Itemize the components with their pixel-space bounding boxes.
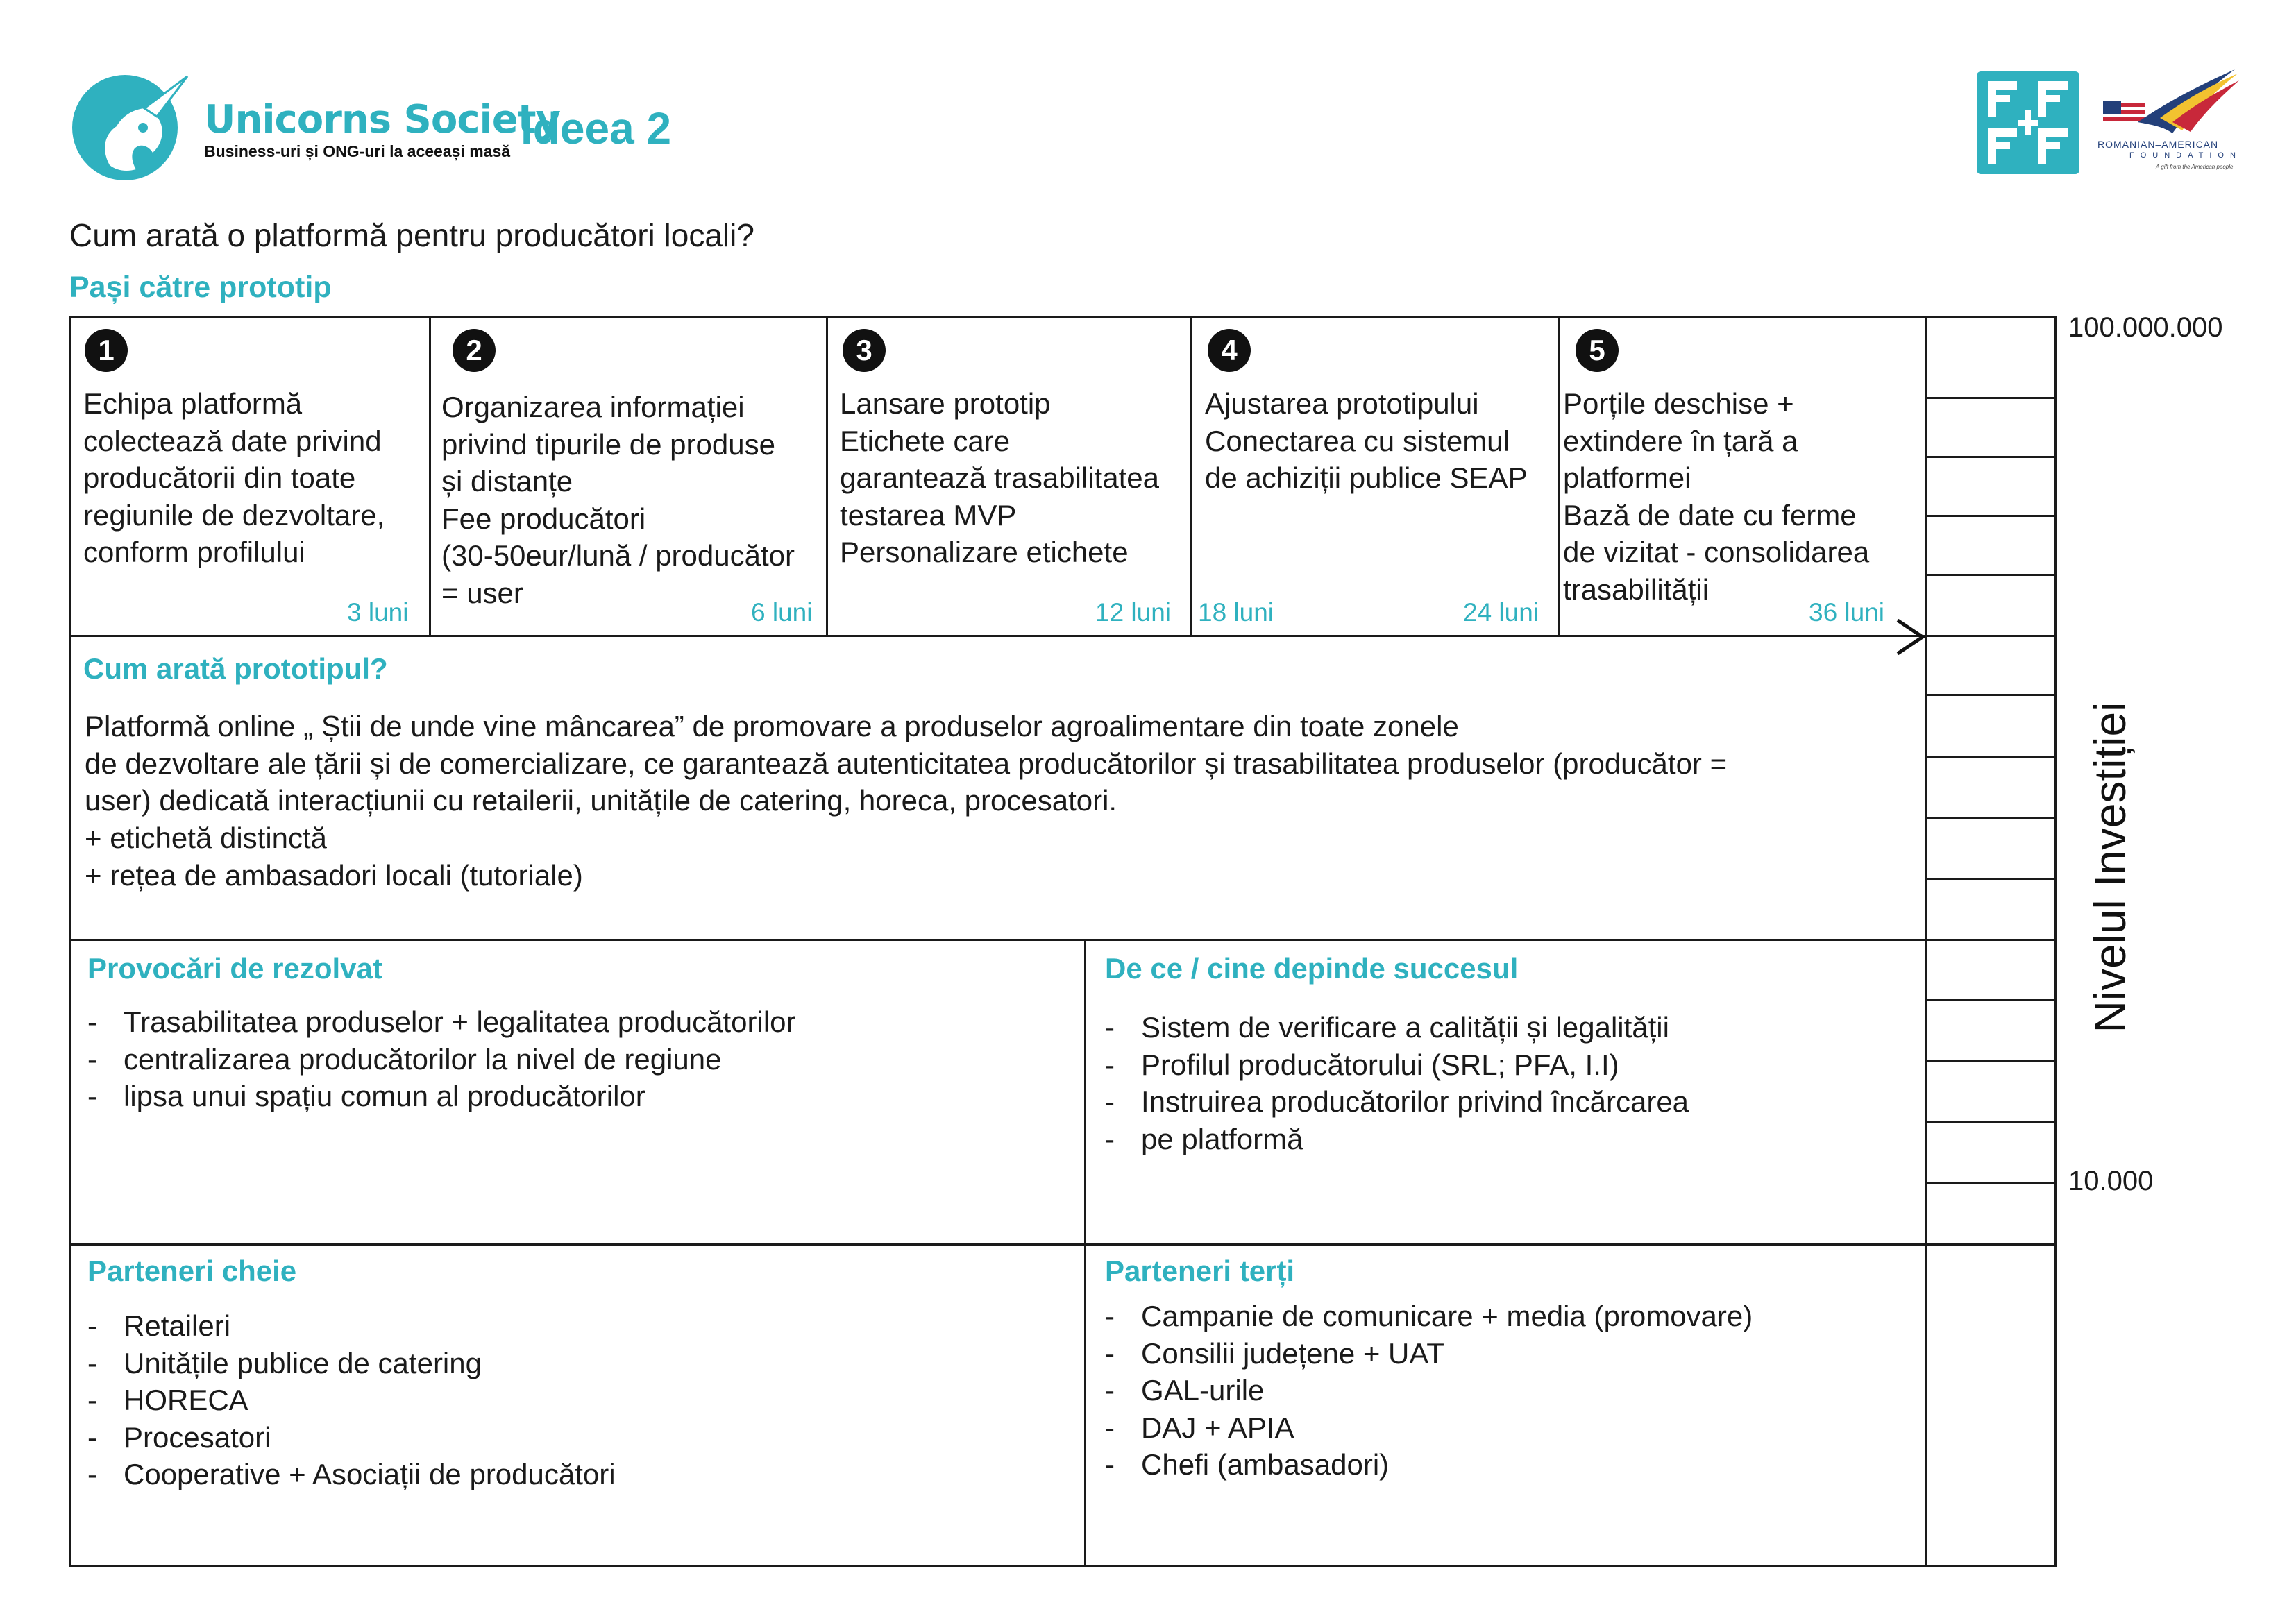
- grid-line: [69, 635, 1925, 637]
- scale-tick: [1925, 694, 2056, 696]
- list-item: - DAJ + APIA: [1105, 1411, 1294, 1444]
- grid-line: [69, 1565, 2056, 1567]
- grid-line: [1925, 316, 1927, 1567]
- list-item: - Campanie de comunicare + media (promovare): [1105, 1300, 1753, 1332]
- unicorns-logo: [68, 68, 193, 182]
- step-number-badge: 2: [453, 329, 496, 372]
- third-partners-title: Parteneri terți: [1105, 1255, 1295, 1287]
- prototype-item: + etichetă distinctă: [85, 822, 328, 854]
- list-item: - lipsa unui spațiu comun al producătorilor: [87, 1080, 645, 1112]
- scale-tick: [1925, 817, 2056, 819]
- list-item: - Retaileri: [87, 1309, 231, 1342]
- raf-logo-sub: FOUNDATION: [2129, 151, 2242, 160]
- prototype-list: [85, 819, 583, 894]
- grid-line: [1190, 316, 1192, 636]
- grid-line: [69, 1243, 2056, 1246]
- step-duration: 24 luni: [1463, 598, 1539, 627]
- list-item: - Chefi (ambasadori): [1105, 1448, 1390, 1481]
- investment-bottom-value: 10.000: [2068, 1166, 2154, 1196]
- grid-line: [826, 316, 828, 636]
- step-number-badge: 5: [1576, 329, 1619, 372]
- success-title: De ce / cine depinde succesul: [1105, 952, 1519, 985]
- prototype-title: Cum arată prototipul?: [83, 652, 388, 685]
- eagle-flag-icon: [2096, 67, 2242, 143]
- investment-axis-label: Nivelul Investiției: [2085, 702, 2135, 1033]
- step-duration: 6 luni: [751, 598, 813, 627]
- list-item: - Consilii județene + UAT: [1105, 1336, 1444, 1370]
- scale-tick: [1925, 878, 2056, 880]
- scale-tick: [1925, 1182, 2056, 1184]
- investment-top-value: 100.000.000: [2068, 312, 2223, 343]
- list-item: - pe platformă: [1105, 1122, 1303, 1155]
- step-number-badge: 1: [85, 329, 128, 372]
- list-item: - HORECA: [87, 1384, 248, 1416]
- logo-name: Unicorns Society: [204, 97, 560, 142]
- list-item: - centralizarea producătorilor la nivel de regiune: [87, 1042, 722, 1076]
- scale-tick: [1925, 574, 2056, 576]
- scale-tick: [1925, 456, 2056, 458]
- idea-label: Ideea 2: [521, 103, 672, 153]
- scale-tick: [1925, 515, 2056, 517]
- list-item: - Trasabilitatea produselor + legalitatea producătorilor: [87, 1005, 796, 1038]
- raf-logo: [2096, 67, 2242, 178]
- list-item: - Unitățile publice de catering: [87, 1346, 482, 1379]
- key-partners-title: Parteneri cheie: [87, 1255, 297, 1287]
- list-item: - Profilul producătorului (SRL; PFA, I.I): [1105, 1048, 1619, 1081]
- key-partners-list: [87, 1307, 616, 1493]
- unicorn-icon: [68, 68, 193, 182]
- grid-line: [69, 939, 2056, 941]
- grid-line: [2054, 316, 2057, 1567]
- ffff-logo: [1977, 71, 2079, 174]
- scale-tick: [1925, 756, 2056, 758]
- prototype-item: + rețea de ambasadori locali (tutoriale): [85, 858, 583, 892]
- scale-tick: [1925, 1121, 2056, 1123]
- list-item: - Cooperative + Asociații de producători: [87, 1458, 616, 1490]
- step-text: Porțile deschise + extindere în țară a platformei Bază de date cu ferme de vizitat - consolidarea trasabilității: [1563, 387, 1870, 606]
- grid-line: [1558, 316, 1560, 636]
- success-list: [1105, 1009, 1689, 1157]
- page-question: Cum arată o platformă pentru producători locali?: [69, 217, 754, 253]
- step-number-badge: 4: [1208, 329, 1251, 372]
- logo-tagline: Business-uri și ONG-uri la aceeași masă: [204, 142, 511, 160]
- challenges-list: [87, 1003, 796, 1115]
- scale-tick: [1925, 999, 2056, 1001]
- grid-line: [1084, 939, 1086, 1567]
- list-item: - Procesatori: [87, 1420, 271, 1454]
- step-duration-start: 18 luni: [1198, 598, 1274, 627]
- list-item: - GAL-urile: [1105, 1374, 1265, 1407]
- scale-tick: [1925, 1060, 2056, 1062]
- step-duration: 3 luni: [347, 598, 409, 627]
- scale-tick: [1925, 397, 2056, 399]
- step-duration: 12 luni: [1095, 598, 1172, 627]
- list-item: - Instruirea producătorilor privind încărcarea: [1105, 1085, 1689, 1118]
- prototype-text: Platformă online „ Știi de unde vine mâncarea” de promovare a produselor agroalimentare din toate zonele de dezvoltare ale țării și de comercializare, ce garantează autenticitatea producătorilor și trasabilitatea produselor (producător = user) dedicată interacțiunii cu retailerii, unitățile de catering, horeca, procesatori.: [85, 710, 1728, 817]
- list-item: - Sistem de verificare a calității și legalității: [1105, 1011, 1669, 1044]
- grid-line: [69, 316, 2056, 318]
- step-number-badge: 3: [843, 329, 886, 372]
- ffff-icon: [1977, 71, 2079, 174]
- step-text: Echipa platformă colectează date privind producătorii din toate regiunile de dezvoltare, conform profilului: [83, 387, 385, 568]
- raf-logo-motto: A gift from the American people: [2156, 164, 2234, 170]
- step-duration: 36 luni: [1809, 598, 1885, 627]
- timeline-arrow-icon: [1888, 616, 1930, 658]
- third-partners-list: [1105, 1298, 1753, 1484]
- step-text: Lansare prototip Etichete care garantează trasabilitatea testarea MVP Personalizare etichete: [840, 387, 1159, 568]
- scale-tick: [1925, 635, 2056, 637]
- raf-logo-text: ROMANIAN–AMERICAN: [2097, 139, 2219, 150]
- challenges-title: Provocări de rezolvat: [87, 952, 382, 985]
- step-text: Ajustarea prototipului Conectarea cu sistemul de achiziții publice SEAP: [1205, 387, 1528, 494]
- grid-line: [429, 316, 431, 636]
- steps-title: Pași către prototip: [69, 271, 332, 304]
- step-text: Organizarea informației privind tipurile de produse și distanțe Fee producători (30-50eur/lună / producător = user: [441, 391, 795, 609]
- grid-line: [69, 316, 71, 1567]
